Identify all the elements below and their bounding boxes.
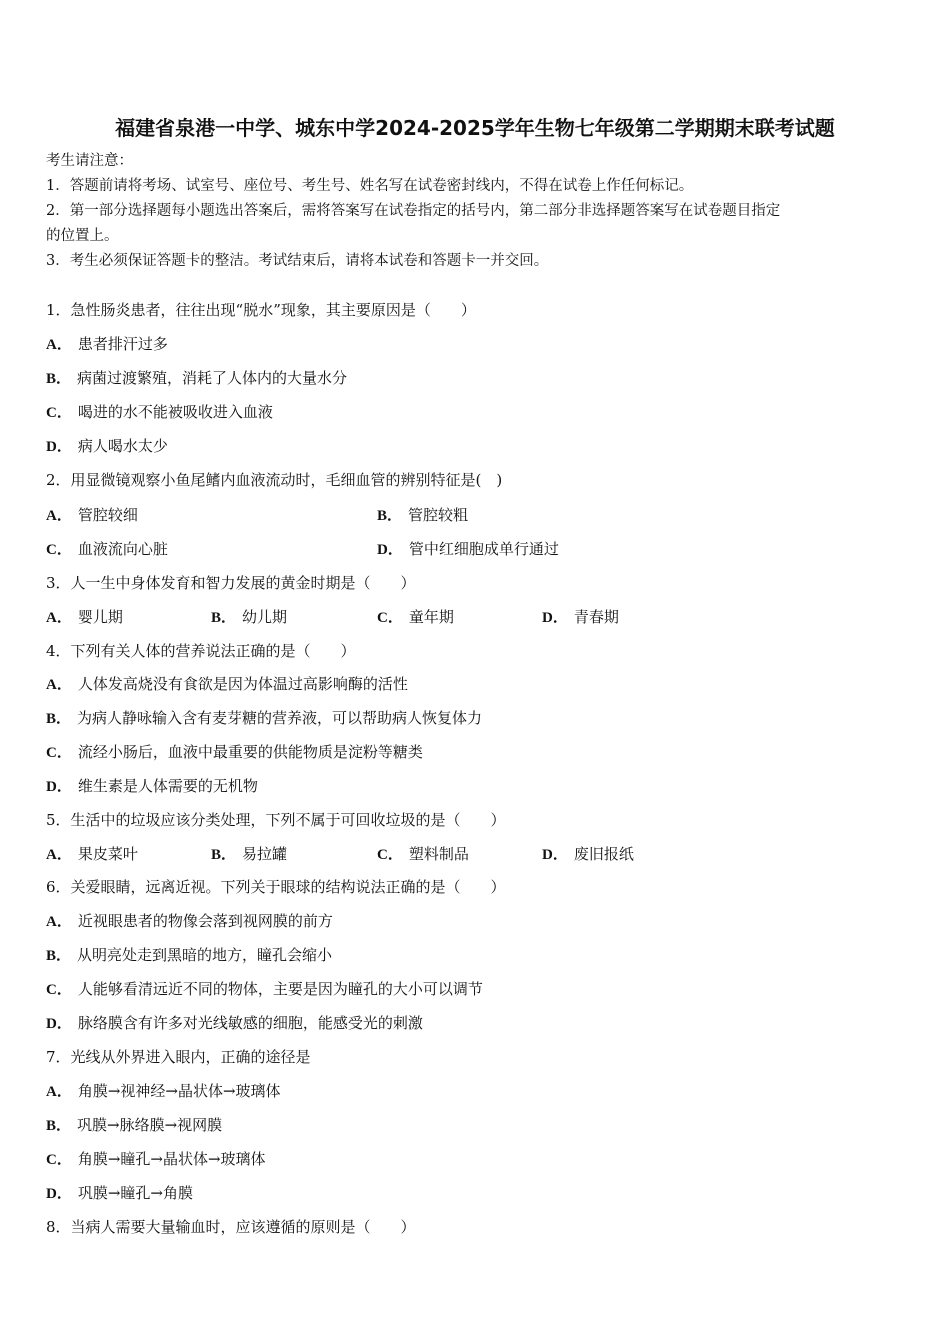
option-label: C． bbox=[46, 1152, 72, 1168]
option-label: B． bbox=[46, 1118, 72, 1134]
option-text: 为病人静咏输入含有麦芽糖的营养液，可以帮助病人恢复体力 bbox=[77, 709, 483, 727]
option bbox=[211, 607, 287, 628]
option-label: B． bbox=[211, 847, 237, 863]
option-label: C． bbox=[46, 405, 72, 421]
option bbox=[377, 844, 469, 865]
option-text: 近视眼患者的物像会落到视网膜的前方 bbox=[77, 912, 333, 930]
option bbox=[46, 674, 408, 695]
option-text: 塑料制品 bbox=[408, 845, 469, 863]
option-text: 管腔较细 bbox=[77, 506, 138, 524]
question-stem: 6．关爱眼睛，远离近视。下列关于眼球的结构说法正确的是（ ） bbox=[46, 878, 506, 896]
option-text: 流经小肠后，血液中最重要的供能物质是淀粉等糖类 bbox=[77, 743, 423, 761]
question-stem: 7．光线从外界进入眼内，正确的途径是 bbox=[46, 1048, 311, 1066]
option bbox=[46, 505, 138, 526]
option bbox=[46, 844, 138, 865]
option-label: D． bbox=[542, 847, 568, 863]
option-text: 果皮菜叶 bbox=[77, 845, 138, 863]
option bbox=[46, 945, 332, 966]
option-text: 幼儿期 bbox=[242, 608, 288, 626]
option bbox=[377, 505, 468, 526]
option bbox=[46, 1183, 193, 1204]
option bbox=[46, 911, 333, 932]
option-label: B． bbox=[211, 610, 237, 626]
option-text: 血液流向心脏 bbox=[77, 540, 168, 558]
option-label: D． bbox=[46, 439, 72, 455]
notice-item: 3．考生必须保证答题卡的整洁。考试结束后，请将本试卷和答题卡一并交回。 bbox=[46, 253, 549, 269]
option bbox=[46, 368, 347, 389]
option-text: 青春期 bbox=[573, 608, 619, 626]
option bbox=[377, 607, 454, 628]
option bbox=[46, 436, 168, 457]
option-text: 角膜→瞳孔→晶状体→玻璃体 bbox=[77, 1150, 266, 1168]
option bbox=[46, 1149, 266, 1170]
option-label: D． bbox=[46, 1186, 72, 1202]
option bbox=[46, 1081, 281, 1102]
option-label: C． bbox=[46, 982, 72, 998]
option-text: 婴儿期 bbox=[77, 608, 123, 626]
option-text: 管腔较粗 bbox=[408, 506, 469, 524]
option-text: 维生素是人体需要的无机物 bbox=[77, 777, 258, 795]
option bbox=[542, 844, 634, 865]
option-text: 易拉罐 bbox=[242, 845, 288, 863]
option-text: 病人喝水太少 bbox=[77, 437, 168, 455]
question-stem: 1．急性肠炎患者，往往出现“脱水”现象，其主要原因是（ ） bbox=[46, 301, 476, 319]
option-label: C． bbox=[377, 610, 403, 626]
option-text: 从明亮处走到黑暗的地方，瞳孔会缩小 bbox=[77, 946, 333, 964]
option-label: A． bbox=[46, 914, 72, 930]
option bbox=[46, 539, 168, 560]
option-label: A． bbox=[46, 847, 72, 863]
option bbox=[46, 979, 483, 1000]
option bbox=[46, 402, 273, 423]
option-text: 童年期 bbox=[408, 608, 454, 626]
option-label: D． bbox=[377, 542, 403, 558]
option bbox=[542, 607, 619, 628]
option-text: 患者排汗过多 bbox=[77, 335, 168, 353]
option-label: B． bbox=[46, 711, 72, 727]
option bbox=[46, 742, 423, 763]
option bbox=[211, 844, 287, 865]
option-label: C． bbox=[46, 542, 72, 558]
option-text: 人能够看清远近不同的物体，主要是因为瞳孔的大小可以调节 bbox=[77, 980, 483, 998]
notice-item: 的位置上。 bbox=[46, 228, 119, 244]
option bbox=[46, 776, 258, 797]
option bbox=[46, 1013, 423, 1034]
question-stem: 5．生活中的垃圾应该分类处理，下列不属于可回收垃圾的是（ ） bbox=[46, 811, 506, 829]
question-stem: 8．当病人需要大量输血时，应该遵循的原则是（ ） bbox=[46, 1218, 416, 1236]
question-stem: 2．用显微镜观察小鱼尾鳍内血液流动时，毛细血管的辨别特征是( ) bbox=[46, 471, 503, 489]
option-text: 管中红细胞成单行通过 bbox=[408, 540, 559, 558]
option bbox=[46, 1115, 222, 1136]
option-label: B． bbox=[377, 508, 403, 524]
option-text: 喝进的水不能被吸收进入血液 bbox=[77, 403, 273, 421]
option-text: 脉络膜含有许多对光线敏感的细胞，能感受光的刺激 bbox=[77, 1014, 423, 1032]
notice-item: 2．第一部分选择题每小题选出答案后，需将答案写在试卷指定的括号内，第二部分非选择题答案写在试卷题目指定 bbox=[46, 203, 781, 219]
option-text: 废旧报纸 bbox=[573, 845, 634, 863]
option-label: A． bbox=[46, 610, 72, 626]
option-text: 角膜→视神经→晶状体→玻璃体 bbox=[77, 1082, 281, 1100]
page-title: 福建省泉港一中学、城东中学2024-2025学年生物七年级第二学期期末联考试题 bbox=[115, 116, 835, 140]
option-text: 病菌过渡繁殖，消耗了人体内的大量水分 bbox=[77, 369, 348, 387]
question-stem: 3．人一生中身体发育和智力发展的黄金时期是（ ） bbox=[46, 574, 416, 592]
option bbox=[46, 607, 123, 628]
question-stem: 4．下列有关人体的营养说法正确的是（ ） bbox=[46, 642, 356, 660]
option-label: C． bbox=[46, 745, 72, 761]
notice-heading: 考生请注意： bbox=[46, 153, 133, 169]
option-text: 人体发高烧没有食欲是因为体温过高影响酶的活性 bbox=[77, 675, 408, 693]
option-label: A． bbox=[46, 337, 72, 353]
option-label: C． bbox=[377, 847, 403, 863]
notice-item: 1．答题前请将考场、试室号、座位号、考生号、姓名写在试卷密封线内，不得在试卷上作任何标记。 bbox=[46, 178, 694, 194]
option-text: 巩膜→瞳孔→角膜 bbox=[77, 1184, 193, 1202]
option-label: A． bbox=[46, 1084, 72, 1100]
option bbox=[46, 708, 482, 729]
option-label: D． bbox=[542, 610, 568, 626]
option-label: A． bbox=[46, 508, 72, 524]
option bbox=[377, 539, 559, 560]
option-label: B． bbox=[46, 371, 72, 387]
option-text: 巩膜→脉络膜→视网膜 bbox=[77, 1116, 223, 1134]
option bbox=[46, 334, 168, 355]
option-label: D． bbox=[46, 1016, 72, 1032]
option-label: D． bbox=[46, 779, 72, 795]
option-label: A． bbox=[46, 677, 72, 693]
option-label: B． bbox=[46, 948, 72, 964]
